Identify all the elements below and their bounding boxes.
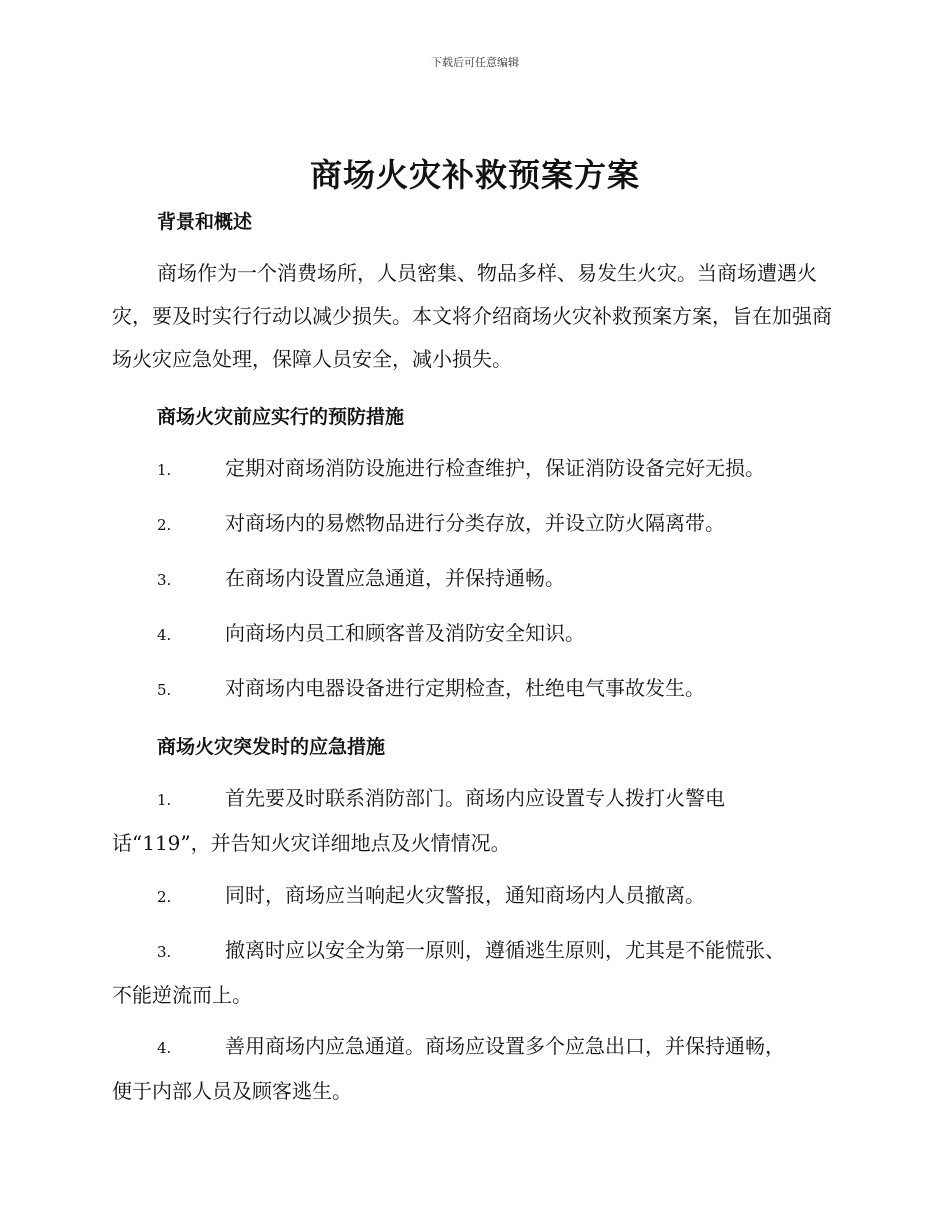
list-item-text: 在商场内设置应急通道，并保持通畅。 xyxy=(225,566,565,590)
background-paragraph xyxy=(112,252,832,381)
list-item-text-line1: 同时，商场应当响起火灾警报，通知商场内人员撤离。 xyxy=(225,883,705,907)
document-title: 商场火灾补救预案方案 xyxy=(309,156,640,194)
list-item-text-line1: 首先要及时联系消防部门。商场内应设置专人拨打火警电 xyxy=(225,786,725,810)
section-heading-prevention: 商场火灾前应实行的预防措施 xyxy=(157,406,405,428)
list-item-text: 向商场内员工和顾客普及消防安全知识。 xyxy=(225,621,585,645)
list-number: 3. xyxy=(157,571,172,589)
list-item-text-line1: 撤离时应以安全为第一原则，遵循逃生原则，尤其是不能慌张、 xyxy=(225,938,785,962)
list-item-text-line2: 不能逆流而上。 xyxy=(112,983,252,1007)
header-note: 下载后可任意编辑 xyxy=(431,56,519,69)
list-number: 3. xyxy=(157,943,172,961)
list-item xyxy=(112,612,832,657)
list-item xyxy=(112,874,832,919)
list-item-text: 定期对商场消防设施进行检查维护，保证消防设备完好无损。 xyxy=(225,456,765,480)
list-item-text-line1: 善用商场内应急通道。商场应设置多个应急出口，并保持通畅， xyxy=(225,1034,785,1058)
list-number: 2. xyxy=(157,516,172,534)
list-item xyxy=(112,557,832,602)
section-heading-emergency: 商场火灾突发时的应急措施 xyxy=(157,736,386,758)
list-item xyxy=(112,1025,832,1113)
list-item xyxy=(112,667,832,712)
list-number: 1. xyxy=(157,791,172,809)
list-number: 1. xyxy=(157,461,172,479)
list-item-text-line2: 话“119”，并告知火灾详细地点及火情情况。 xyxy=(112,831,511,855)
list-item-text: 对商场内的易燃物品进行分类存放，并设立防火隔离带。 xyxy=(225,511,725,535)
list-number: 4. xyxy=(157,626,172,644)
list-item xyxy=(112,502,832,547)
list-item xyxy=(112,929,832,1017)
list-number: 4. xyxy=(157,1039,172,1057)
list-item-text: 对商场内电器设备进行定期检查，杜绝电气事故发生。 xyxy=(225,676,705,700)
list-item xyxy=(112,777,832,865)
section-heading-background: 背景和概述 xyxy=(157,211,253,233)
list-item xyxy=(112,447,832,492)
list-number: 2. xyxy=(157,888,172,906)
background-paragraph-text: 商场作为一个消费场所，人员密集、物品多样、易发生火灾。当商场遭遇火灾，要及时实行行动以减少损失。本文将介绍商场火灾补救预案方案，旨在加强商场火灾应急处理，保障人员安全，减小损失。 xyxy=(112,261,832,371)
list-item-text-line2: 便于内部人员及顾客逃生。 xyxy=(112,1079,352,1103)
list-number: 5. xyxy=(157,681,172,699)
